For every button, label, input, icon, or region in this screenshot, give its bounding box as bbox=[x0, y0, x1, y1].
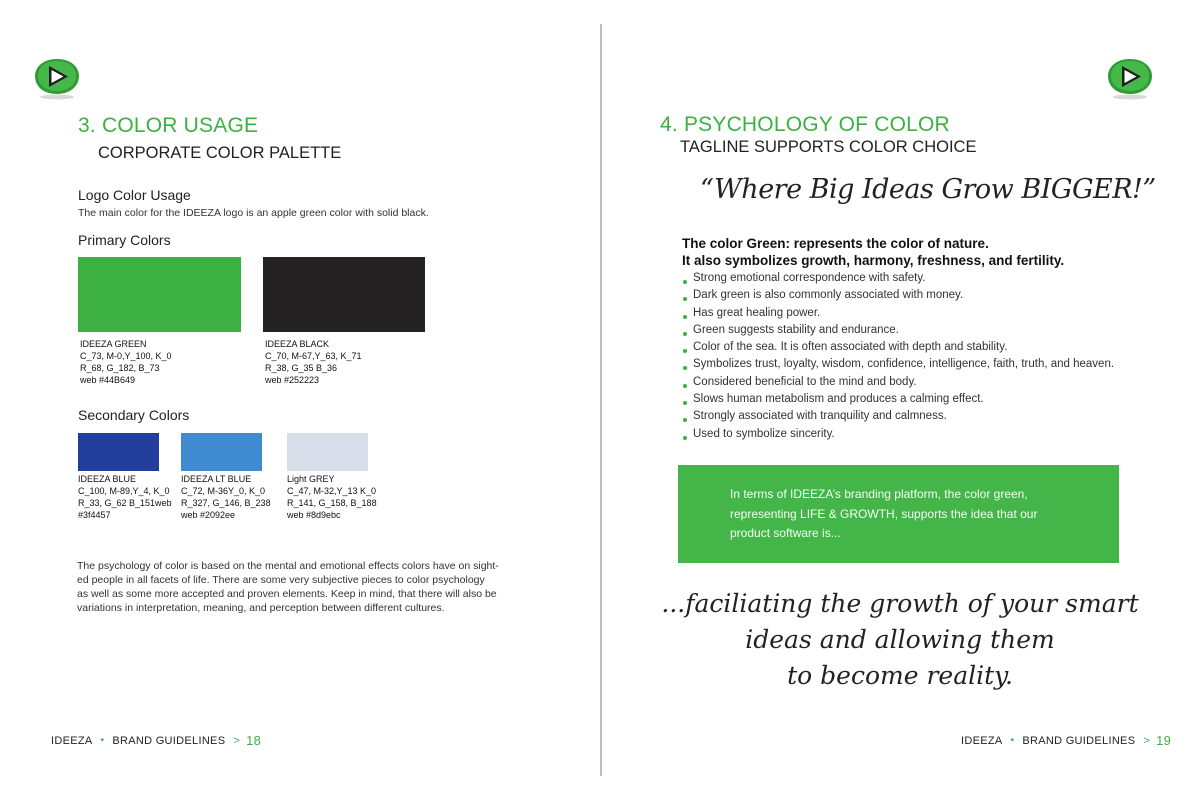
bullet-dot-icon bbox=[683, 384, 687, 388]
swatch-line: R_33, G_62 B_151web bbox=[78, 498, 172, 508]
bullet-text: Symbolizes trust, loyalty, wisdom, confidence, intelligence, faith, truth, and heaven. bbox=[693, 358, 1115, 371]
swatch-line: C_47, M-32,Y_13 K_0 bbox=[287, 486, 377, 496]
closing-line: ...faciliating the growth of your smart bbox=[661, 589, 1139, 618]
paragraph-line: variations in interpretation, meaning, and perception between different cultures. bbox=[77, 602, 445, 614]
swatch-light-grey bbox=[287, 433, 368, 471]
bullet-text: Color of the sea. It is often associated with depth and stability. bbox=[693, 341, 1008, 354]
secondary-colors-heading: Secondary Colors bbox=[78, 407, 190, 423]
swatch-line: web #8d9ebc bbox=[287, 510, 341, 520]
footer-right bbox=[961, 733, 1171, 748]
paragraph-line: as well as some more accepted and proven elements. Keep in mind, that there will also be bbox=[77, 588, 497, 600]
list-item bbox=[682, 322, 1114, 339]
green-heading-2: It also symbolizes growth, harmony, freshness, and fertility. bbox=[682, 253, 1065, 268]
callout-line: In terms of IDEEZA’s branding platform, the color green, bbox=[730, 487, 1028, 501]
logo-usage-heading: Logo Color Usage bbox=[78, 187, 191, 203]
swatch-ideeza-blue bbox=[78, 433, 159, 471]
list-item bbox=[682, 339, 1114, 356]
bullet-text: Dark green is also commonly associated with money. bbox=[693, 289, 964, 302]
swatch-line: R_141, G_158, B_188 bbox=[287, 498, 377, 508]
section-title: 3. COLOR USAGE bbox=[78, 114, 259, 137]
swatch-line: IDEEZA BLACK bbox=[265, 339, 330, 349]
paragraph-line: ed people in all facets of life. There are some very subjective pieces to color psychology bbox=[77, 574, 485, 586]
bullet-dot-icon bbox=[683, 280, 687, 284]
list-item bbox=[682, 391, 1114, 408]
bullet-text: Has great healing power. bbox=[693, 306, 821, 319]
psychology-paragraph bbox=[77, 559, 532, 615]
footer-arrow: > bbox=[233, 734, 241, 747]
bullet-dot-icon bbox=[683, 436, 687, 440]
swatch-info-light-grey bbox=[287, 473, 377, 521]
callout-text bbox=[730, 485, 1037, 544]
green-bullet-list bbox=[682, 270, 1114, 443]
section-subtitle: TAGLINE SUPPORTS COLOR CHOICE bbox=[680, 138, 977, 156]
closing-line: to become reality. bbox=[787, 661, 1013, 690]
swatch-line: web #252223 bbox=[265, 375, 320, 385]
closing-statement bbox=[600, 586, 1200, 694]
list-item bbox=[682, 374, 1114, 391]
section-title: 4. PSYCHOLOGY OF COLOR bbox=[660, 113, 950, 136]
list-item bbox=[682, 305, 1114, 322]
bullet-text: Strong emotional correspondence with safety. bbox=[693, 272, 926, 284]
swatch-line: C_70, M-67,Y_63, K_71 bbox=[265, 351, 362, 361]
footer-arrow: > bbox=[1143, 734, 1151, 747]
closing-line: ideas and allowing them bbox=[745, 625, 1055, 654]
swatch-line: C_72, M-36Y_0, K_0 bbox=[181, 486, 266, 496]
footer-separator: • bbox=[100, 735, 105, 746]
swatch-line: R_327, G_146, B_238 bbox=[181, 498, 271, 508]
swatch-info-ideeza-green bbox=[80, 338, 172, 386]
footer-brand: IDEEZA bbox=[51, 734, 93, 747]
footer-label: BRAND GUIDELINES bbox=[1022, 734, 1136, 747]
bullet-text: Strongly associated with tranquility and calmness. bbox=[693, 410, 947, 423]
bullet-text: Slows human metabolism and produces a calming effect. bbox=[693, 393, 984, 406]
swatch-line: #3f4457 bbox=[78, 510, 111, 520]
swatch-line: C_73, M-0,Y_100, K_0 bbox=[80, 351, 172, 361]
list-item bbox=[682, 426, 1114, 443]
bullet-text: Used to symbolize sincerity. bbox=[693, 427, 835, 440]
bullet-text: Green suggests stability and endurance. bbox=[693, 323, 899, 336]
section-subtitle: CORPORATE COLOR PALETTE bbox=[98, 144, 342, 162]
tagline-quote: “Where Big Ideas Grow BIGGER!” bbox=[700, 174, 1156, 205]
ideeza-logo-icon bbox=[1105, 56, 1155, 100]
swatch-line: Light GREY bbox=[287, 474, 335, 484]
list-item bbox=[682, 408, 1114, 425]
callout-line: product software is... bbox=[730, 526, 841, 540]
swatch-line: C_100, M-89,Y_4, K_0 bbox=[78, 486, 170, 496]
list-item bbox=[682, 287, 1114, 304]
primary-colors-heading: Primary Colors bbox=[78, 232, 171, 248]
paragraph-line: The psychology of color is based on the mental and emotional effects colors have on sight- bbox=[77, 560, 499, 572]
swatch-line: IDEEZA LT BLUE bbox=[181, 474, 252, 484]
bullet-dot-icon bbox=[683, 366, 687, 370]
footer-label: BRAND GUIDELINES bbox=[112, 734, 226, 747]
list-item bbox=[682, 356, 1114, 373]
bullet-dot-icon bbox=[683, 297, 687, 301]
swatch-line: R_68, G_182, B_73 bbox=[80, 363, 160, 373]
bullet-dot-icon bbox=[683, 418, 687, 422]
page-number: 18 bbox=[246, 733, 262, 748]
footer-brand: IDEEZA bbox=[961, 734, 1003, 747]
swatch-ideeza-lt-blue bbox=[181, 433, 262, 471]
swatch-info-ideeza-black bbox=[265, 338, 362, 386]
footer-left bbox=[51, 733, 261, 748]
swatch-line: web #2092ee bbox=[181, 510, 236, 520]
page-number: 19 bbox=[1156, 733, 1172, 748]
bullet-dot-icon bbox=[683, 332, 687, 336]
swatch-line: web #44B649 bbox=[80, 375, 136, 385]
callout-box bbox=[678, 465, 1119, 563]
footer-separator: • bbox=[1010, 735, 1015, 746]
callout-line: representing LIFE & GROWTH, supports the idea that our bbox=[730, 506, 1038, 521]
ideeza-logo-icon bbox=[32, 56, 82, 100]
bullet-dot-icon bbox=[683, 349, 687, 353]
swatch-line: R_38, G_35 B_36 bbox=[265, 363, 338, 373]
bullet-dot-icon bbox=[683, 315, 687, 319]
swatch-line: IDEEZA GREEN bbox=[80, 339, 147, 349]
bullet-dot-icon bbox=[683, 401, 687, 405]
list-item bbox=[682, 270, 1114, 287]
swatch-line: IDEEZA BLUE bbox=[78, 474, 137, 484]
bullet-text: Considered beneficial to the mind and body. bbox=[693, 375, 917, 388]
swatch-ideeza-green bbox=[78, 257, 241, 332]
green-heading-1: The color Green: represents the color of nature. bbox=[682, 236, 989, 251]
logo-usage-text: The main color for the IDEEZA logo is an apple green color with solid black. bbox=[78, 207, 429, 219]
swatch-ideeza-black bbox=[263, 257, 425, 332]
swatch-info-ideeza-lt-blue bbox=[181, 473, 271, 521]
swatch-info-ideeza-blue bbox=[78, 473, 172, 521]
